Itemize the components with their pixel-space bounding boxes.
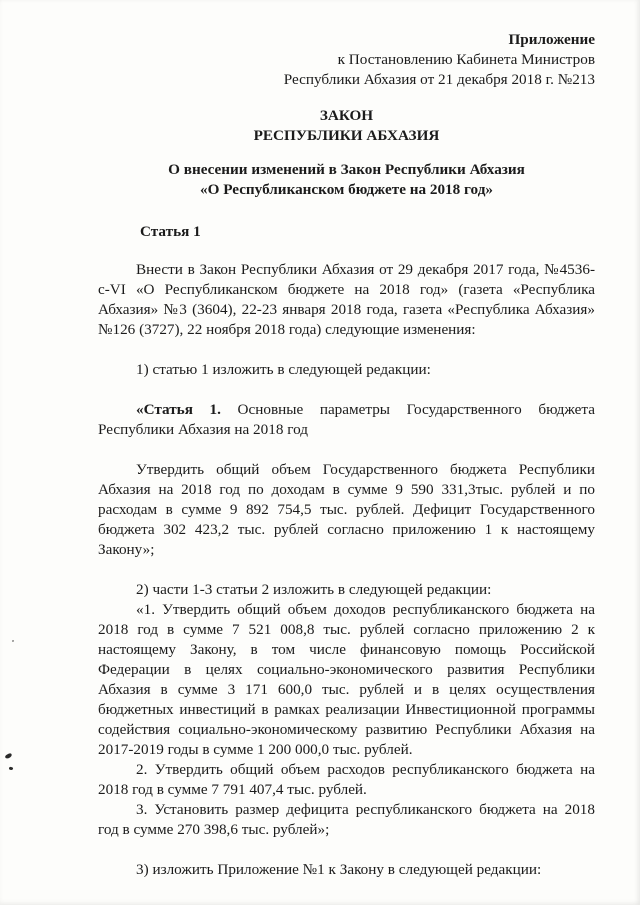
law-title-line-1: ЗАКОН [319, 107, 374, 124]
paragraph-part-3: 3. Установить размер дефицита республиканского бюджета на 2018 год в сумме 270 398,6 тыс. рублей»; [98, 801, 595, 838]
scan-artifact [9, 767, 14, 771]
law-title-line-2: РЕСПУБЛИКИ АБХАЗИЯ [253, 127, 440, 144]
paragraph-article-1-title [98, 400, 595, 440]
paragraph-part-2: 2. Утвердить общий объем расходов республиканского бюджета на 2018 год в сумме 7 791 407,4 тыс. рублей. [98, 761, 595, 798]
annex-line-3: Республики Абхазия от 21 декабря 2018 г. №213 [283, 71, 595, 88]
annex-line-2: к Постановлению Кабинета Министров [337, 51, 595, 68]
paragraph-budget-totals: Утвердить общий объем Государственного бюджета Республики Абхазия на 2018 год по доходам в сумме 9 590 331,3тыс. рублей и по расходам в сумме 9 892 754,5 тыс. рублей. Дефицит Государственного бюджета 302 423,2 тыс. рублей согласно приложению 1 к настоящему Закону»; [98, 461, 595, 558]
paragraph-article-1-rest: Основные параметры Государственного бюджета Республики Абхазия на 2018 год [98, 401, 595, 438]
scan-artifact [12, 640, 14, 642]
paragraph-item-3: 3) изложить Приложение №1 к Закону в следующей редакции: [136, 861, 542, 878]
paragraph-article-1-bold-lead: «Статья 1. [136, 401, 221, 418]
paragraph-intro: Внести в Закон Республики Абхазия от 29 декабря 2017 года, №4536-с-VI «О Республиканском бюджете на 2018 год» (газета «Республика Абхазия» №3 (3604), 22-23 января 2018 года, газета «Республика Абхазия» №126 (3727), 22 ноября 2018 года) следующие изменения: [98, 261, 595, 338]
law-subtitle-line-2: «О Республиканском бюджете на 2018 год» [199, 181, 493, 198]
paragraph-part-1: «1. Утвердить общий объем доходов республиканского бюджета на 2018 год в сумме 7 521 008,8 тыс. рублей согласно приложению 2 к настоящему Закону, в том числе финансовую помощь Российской Федерации в целях социально-экономического развития Республики Абхазия в сумме 3 171 600,0 тыс. рублей и в целях осуществления бюджетных инвестиций в рамках реализации Инвестиционной программы содействия социально-экономическому развитию Республики Абхазия на 2017-2019 годы в сумме 1 200 000,0 тыс. рублей. [98, 601, 595, 758]
scan-artifact [4, 753, 12, 760]
law-title [98, 106, 595, 146]
annex-title: Приложение [508, 31, 595, 48]
paragraph-item-1: 1) статью 1 изложить в следующей редакции: [136, 361, 431, 378]
paragraph-item-2: 2) части 1-3 статьи 2 изложить в следующей редакции: [136, 581, 492, 598]
law-subtitle-line-1: О внесении изменений в Закон Республики Абхазия [168, 161, 525, 178]
article-heading: Статья 1 [140, 223, 201, 240]
annex-block [98, 30, 595, 90]
law-subtitle [98, 160, 595, 200]
